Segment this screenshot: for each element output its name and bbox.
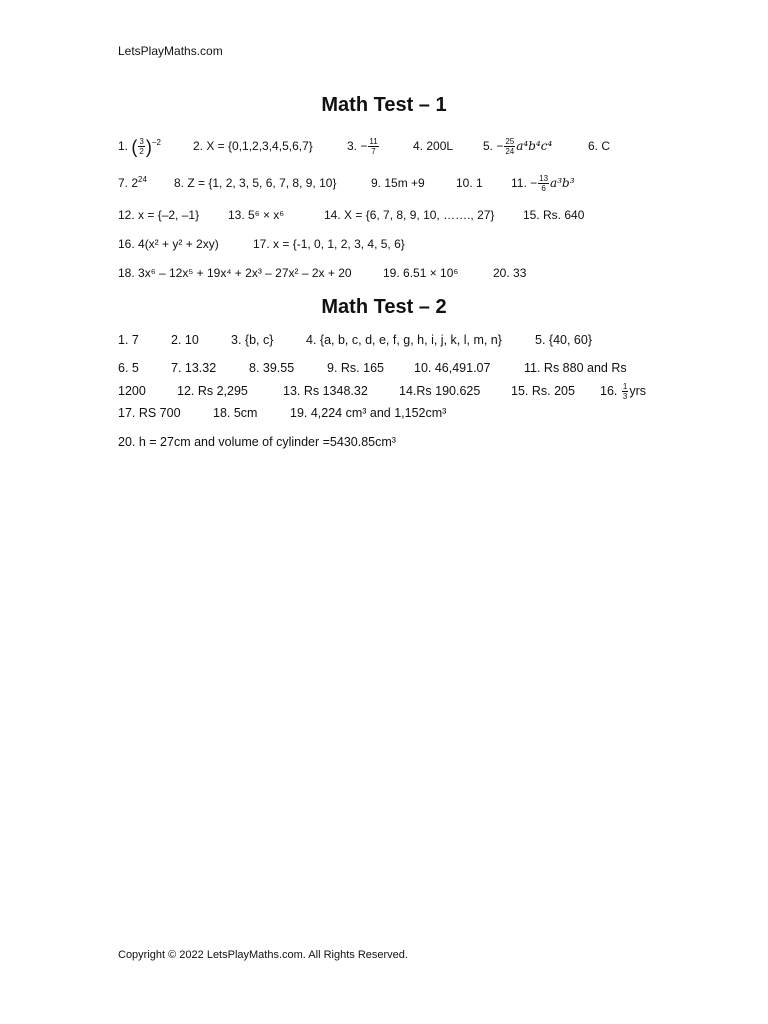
site-header: LetsPlayMaths.com <box>118 44 223 58</box>
math-test-1-title: Math Test – 1 <box>321 94 447 116</box>
answer-4: 4. 200L <box>413 139 454 153</box>
t2-answer-1: 1. 7 <box>118 333 139 347</box>
answer-10: 10. 1 <box>456 176 483 190</box>
t2-answer-8: 8. 39.55 <box>249 361 295 375</box>
math-test-2-title: Math Test – 2 <box>321 296 447 318</box>
t2-answer-19: 19. 4,224 cm³ and 1,152cm³ <box>290 406 447 420</box>
answer-6: 6. C <box>588 139 611 153</box>
t2-answer-13: 13. Rs 1348.32 <box>283 384 368 398</box>
answer-19: 19. 6.51 × 10⁶ <box>383 266 459 280</box>
t2-answer-3: 3. {b, c} <box>231 333 274 347</box>
t2-answer-12: 12. Rs 2,295 <box>177 384 248 398</box>
answer-8: 8. Z = {1, 2, 3, 5, 6, 7, 8, 9, 10} <box>174 176 337 190</box>
t2-answer-11: 11. Rs 880 and Rs <box>524 361 627 375</box>
t2-answer-16: 16. $\frac{1}{3}$ yrs <box>600 382 646 402</box>
t2-answer-15: 15. Rs. 205 <box>511 384 575 398</box>
t2-answer-18: 18. 5cm <box>213 406 258 420</box>
t2-answer-20: 20. h = 27cm and volume of cylinder =5430.85cm³ <box>118 435 396 449</box>
answer-9: 9. 15m +9 <box>371 176 425 190</box>
t2-answer-4: 4. {a, b, c, d, e, f, g, h, i, j, k, l, m, n} <box>306 333 502 347</box>
t2-answer-10: 10. 46,491.07 <box>414 361 491 375</box>
answer-15: 15. Rs. 640 <box>523 208 585 222</box>
answer-11: 11. − $\frac{13}{6}$ a³b³ <box>511 174 575 194</box>
answer-17: 17. x = {-1, 0, 1, 2, 3, 4, 5, 6} <box>253 237 405 251</box>
answer-13: 13. 5⁶ × x⁶ <box>228 208 285 222</box>
t2-answer-6: 6. 5 <box>118 361 139 375</box>
answer-5: 5. − $\frac{25}{24}$ a⁴b⁴c⁴ <box>483 137 553 157</box>
t2-answer-17: 17. RS 700 <box>118 406 181 420</box>
answer-3: 3. − $\frac{11}{7}$ <box>347 137 378 157</box>
answer-1: 1. ( $\frac{3}{2}$ )$^{-2}$ <box>118 136 161 157</box>
answer-14: 14. X = {6, 7, 8, 9, 10, ……., 27} <box>324 208 495 222</box>
t2-answer-11-cont: 1200 <box>118 384 146 398</box>
answer-20: 20. 33 <box>493 266 527 280</box>
t2-answer-14: 14.Rs 190.625 <box>399 384 481 398</box>
answer-2: 2. X = {0,1,2,3,4,5,6,7} <box>193 139 313 153</box>
t2-answer-9: 9. Rs. 165 <box>327 361 384 375</box>
answer-7: 7. $2^{24}$ <box>118 175 147 190</box>
t2-answer-5: 5. {40, 60} <box>535 333 593 347</box>
answer-18: 18. 3x⁶ – 12x⁵ + 19x⁴ + 2x³ – 27x² – 2x + 20 <box>118 266 352 280</box>
copyright-footer: Copyright © 2022 LetsPlayMaths.com. All Rights Reserved. <box>118 949 408 961</box>
t2-answer-2: 2. 10 <box>171 333 199 347</box>
answer-16: 16. 4(x² + y² + 2xy) <box>118 237 219 251</box>
t2-answer-7: 7. 13.32 <box>171 361 217 375</box>
answer-12: 12. x = {–2, –1} <box>118 208 200 222</box>
